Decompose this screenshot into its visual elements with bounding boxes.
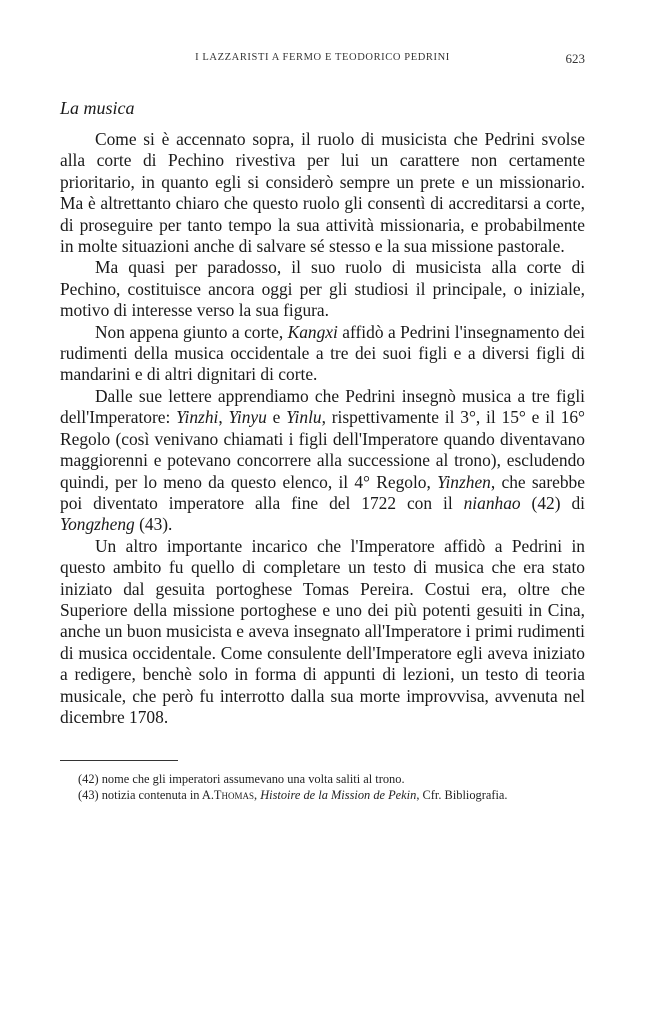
italic-term: Kangxi [287, 321, 338, 342]
text-run: Non appena giunto a corte, [95, 321, 288, 342]
paragraph-3 [60, 322, 585, 386]
italic-term: Yinzhen [437, 471, 491, 492]
italic-term: Histoire de la Mission de Pekin [260, 788, 417, 803]
text-run: , [254, 788, 261, 803]
section-title: La musica [60, 98, 135, 118]
footnote-2 [60, 787, 585, 803]
paragraph-2 [60, 257, 585, 321]
text-run: , Cfr. Bibliografia. [416, 788, 508, 803]
italic-term: nianhao [463, 492, 521, 513]
italic-term: Yinyu [228, 407, 267, 428]
text-run: e [266, 407, 287, 428]
italic-term: Yinzhi [176, 407, 219, 428]
running-title: I LAZZARISTI A FERMO E TEODORICO PEDRINI [195, 52, 450, 63]
author-name: Thomas [213, 788, 254, 803]
text-run: Un altro importante incarico che l'Imperatore affidò a Pedrini in questo ambito fu quello di completare un testo di musica che era stato iniziato dal gesuita portoghese Tomas Pereira. Costui era, oltre che Superiore della missione portoghese e uno dei più potenti gesuiti in Cina, anche un buon musicista e aveva insegnato all'Imperatore i primi rudimenti di musica occidentale. Come consulente dell'Imperatore egli aveva iniziato a redigere, benchè solo in forma di appunti di lezioni, un testo di teoria musicale, che però fu interrotto dalla sua morte improvvisa, avvenuta nel dicembre 1708. [60, 535, 585, 727]
italic-term: Yinlu [286, 407, 322, 428]
text-run: Come si è accennato sopra, il ruolo di musicista che Pedrini svolse alla corte di Pechino rivestiva per lui un carattere non certamente prioritario, in quanto egli si considerò sempre un prete e un missionario. Ma è altrettanto chiaro che questo ruolo gli consentì di accreditarsi a corte, di proseguire per tanto tempo la sua attività missionaria, e probabilmente in molte situazioni anche di salvare sé stesso e la sua missione pastorale. [60, 129, 585, 257]
body-text [60, 129, 585, 728]
text-run: (43) notizia contenuta in A. [78, 788, 214, 803]
text-run: affidò a Pedrini l'insegnamento dei rudimenti della musica occidentale a tre dei suoi figli e a diversi figli di mandarini e di altri dignitari di corte. [60, 321, 585, 385]
text-run: , [218, 407, 229, 428]
footnote-rule [60, 760, 178, 761]
page-number: 623 [565, 51, 585, 66]
text-run: Ma quasi per paradosso, il suo ruolo di musicista alla corte di Pechino, costituisce ancora oggi per gli studiosi il principale, o iniziale, motivo di interesse verso la sua figura. [60, 257, 585, 321]
text-run: (42) nome che gli imperatori assumevano una volta saliti al trono. [78, 772, 405, 787]
paragraph-5 [60, 536, 585, 729]
text-run: , che sarebbe poi diventato imperatore alla fine del 1722 con il [60, 471, 585, 513]
text-run: Dalle sue lettere apprendiamo che Pedrini insegnò musica a tre figli dell'Imperatore: [60, 385, 585, 428]
paragraph-4 [60, 386, 585, 536]
text-run: , rispettivamente il 3°, il 15° e il 16° Regolo (così venivano chiamati i figli dell'Imperatore quando diventavano maggiorenni e potevano concorrere alla successione al trono), escludendo quindi, per lo meno da questo elenco, il 4° Regolo, [60, 407, 586, 492]
text-run: (42) di [520, 492, 585, 513]
book-page [60, 52, 585, 803]
italic-term: Yongzheng [60, 514, 135, 535]
running-head [60, 52, 585, 72]
footnote-1 [60, 771, 585, 787]
text-run: (43). [134, 514, 173, 535]
footnotes [60, 771, 585, 803]
paragraph-1 [60, 129, 585, 257]
